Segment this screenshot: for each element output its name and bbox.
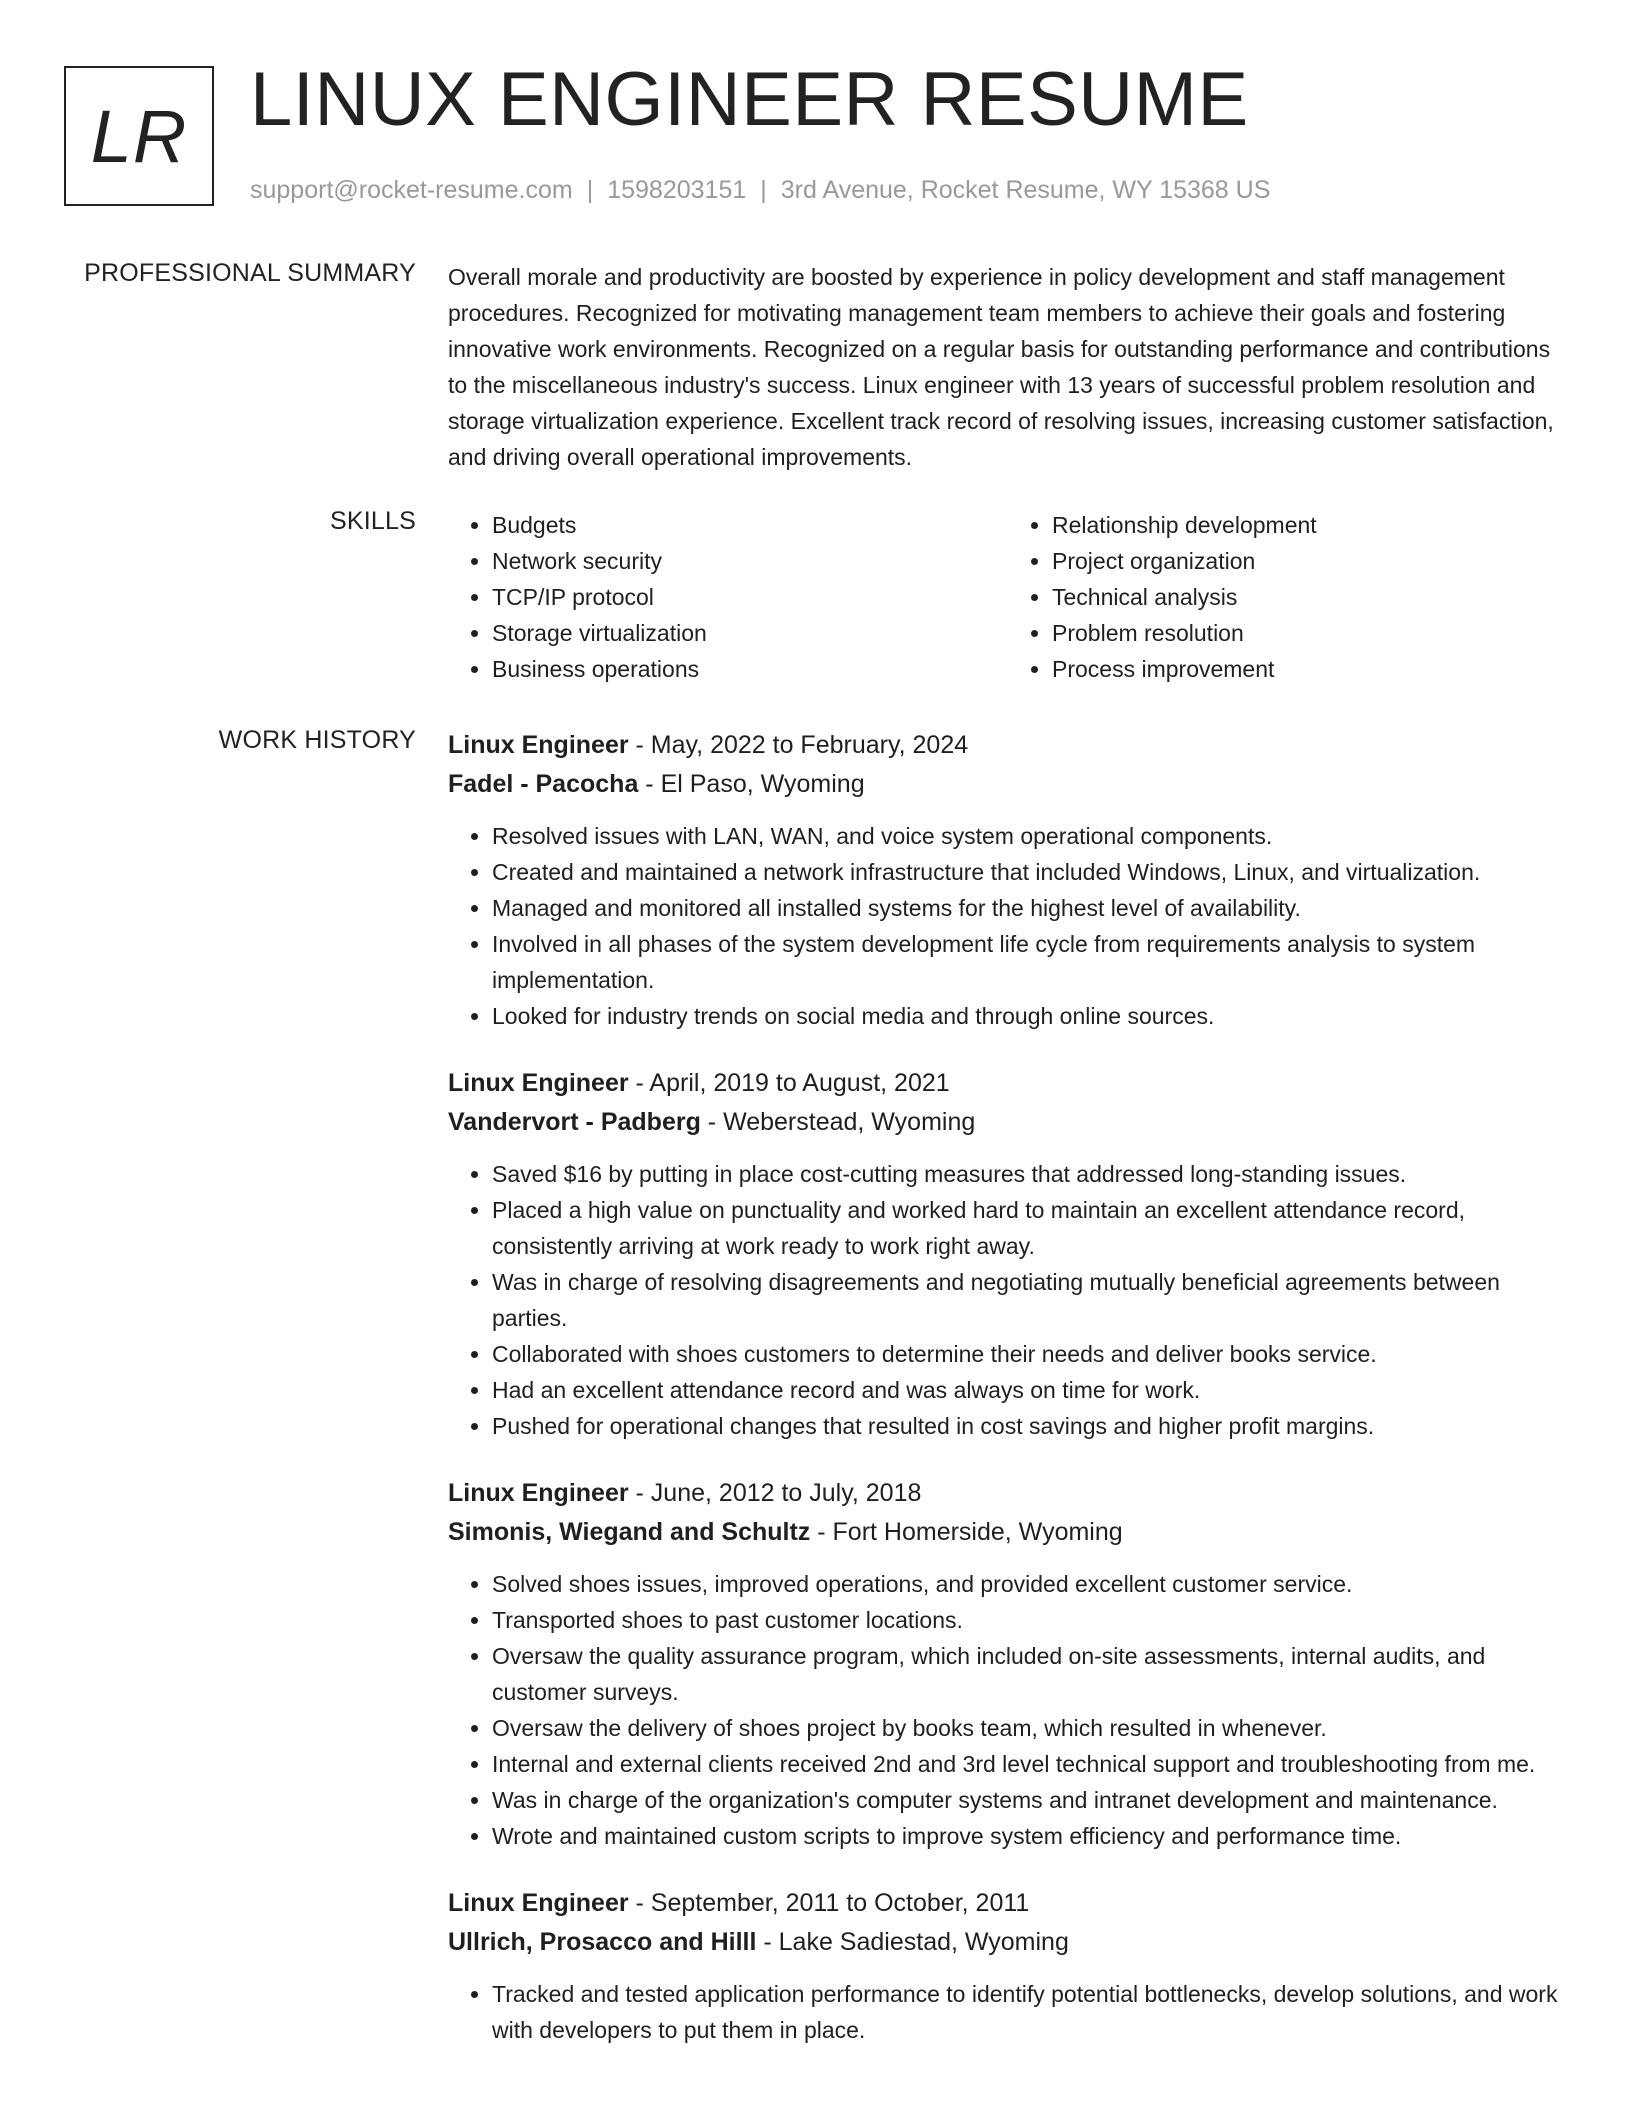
skill-item: • Business operations [492,651,1008,687]
skill-item: • TCP/IP protocol [492,579,1008,615]
job-dates: - September, 2011 to October, 2011 [628,1889,1030,1917]
contact-address: 3rd Avenue, Rocket Resume, WY 15368 US [780,176,1271,204]
job-bullet: • Created and maintained a network infrastructure that included Windows, Linux, and virtualization. [492,854,1568,890]
summary-body [448,259,1568,475]
summary-text: Overall morale and productivity are boosted by experience in policy development and staff management procedures. Recognized for motivating management team members to achieve their goals and fostering innovative work environments. Recognized on a regular basis for outstanding performance and contributions to the miscellaneous industry's success. Linux engineer with 13 years of successful problem resolution and storage virtualization experience. Excellent track record of resolving issues, increasing customer satisfaction, and driving overall operational improvements. [448,264,1554,470]
job-entry [448,1884,1568,2048]
skill-item: • Project organization [1052,543,1568,579]
skill-item: • Problem resolution [1052,615,1568,651]
job-bullet: • Resolved issues with LAN, WAN, and voice system operational components. [492,818,1568,854]
job-bullet: • Managed and monitored all installed systems for the highest level of availability. [492,890,1568,926]
contact-separator: | [586,176,594,204]
job-bullet: • Placed a high value on punctuality and worked hard to maintain an excellent attendance record, consistently arriving at work ready to work right away. [492,1192,1568,1264]
section-label-skills: SKILLS [330,507,416,535]
job-bullet: • Internal and external clients received 2nd and 3rd level technical support and troubleshooting from me. [492,1746,1568,1782]
contact-phone[interactable]: 1598203151 [607,176,747,204]
skills-body [448,507,1568,687]
job-bullet: • Was in charge of resolving disagreements and negotiating mutually beneficial agreements between parties. [492,1264,1568,1336]
job-title-line [448,1474,1568,1512]
job-entry [448,1474,1568,1854]
job-company-line [448,1102,1568,1142]
job-bullet: • Oversaw the delivery of shoes project by books team, which resulted in whenever. [492,1710,1568,1746]
work-body [448,722,1568,2078]
job-bullets [448,1566,1568,1854]
job-bullet: • Oversaw the quality assurance program, which included on-site assessments, internal audits, and customer surveys. [492,1638,1568,1710]
job-title: Linux Engineer [448,1479,629,1507]
page-title: LINUX ENGINEER RESUME [250,57,1249,142]
job-title: Linux Engineer [448,731,629,759]
job-entry [448,726,1568,1034]
skills-grid [448,507,1568,687]
job-bullet: • Had an excellent attendance record and was always on time for work. [492,1372,1568,1408]
section-label-work: WORK HISTORY [218,726,416,754]
skills-column-right [1008,507,1568,687]
job-entry [448,1064,1568,1444]
job-bullet: • Tracked and tested application performance to identify potential bottlenecks, develop solutions, and work with developers to put them in place. [492,1976,1568,2048]
job-bullet: • Involved in all phases of the system development life cycle from requirements analysis to system implementation. [492,926,1568,998]
contact-email[interactable]: support@rocket-resume.com [250,176,573,204]
job-location: - Fort Homerside, Wyoming [810,1518,1123,1546]
job-company: Ullrich, Prosacco and Hilll [448,1928,757,1956]
skill-item: • Relationship development [1052,507,1568,543]
job-location: - Lake Sadiestad, Wyoming [756,1928,1069,1956]
job-bullet: • Wrote and maintained custom scripts to improve system efficiency and performance time. [492,1818,1568,1854]
contact-line [250,176,1270,205]
job-location: - El Paso, Wyoming [638,770,865,798]
job-dates: - May, 2022 to February, 2024 [628,731,969,759]
job-company-line [448,764,1568,804]
skill-item: • Budgets [492,507,1008,543]
skill-item: • Storage virtualization [492,615,1008,651]
job-bullet: • Pushed for operational changes that resulted in cost savings and higher profit margins. [492,1408,1568,1444]
job-bullet: • Solved shoes issues, improved operations, and provided excellent customer service. [492,1566,1568,1602]
job-bullets [448,1156,1568,1444]
job-dates: - June, 2012 to July, 2018 [628,1479,922,1507]
skill-item: • Technical analysis [1052,579,1568,615]
contact-separator: | [760,176,767,204]
job-location: - Weberstead, Wyoming [700,1108,976,1136]
job-company-line [448,1922,1568,1962]
monogram-logo: LR [64,66,214,206]
job-company-line [448,1512,1568,1552]
job-bullet: • Was in charge of the organization's computer systems and intranet development and maintenance. [492,1782,1568,1818]
job-title: Linux Engineer [448,1069,629,1097]
job-bullet: • Transported shoes to past customer locations. [492,1602,1568,1638]
job-company: Vandervort - Padberg [448,1108,701,1136]
section-label-summary: PROFESSIONAL SUMMARY [84,259,416,287]
job-title-line [448,1884,1568,1922]
skill-item: • Process improvement [1052,651,1568,687]
job-title-line [448,1064,1568,1102]
job-bullet: • Looked for industry trends on social media and through online sources. [492,998,1568,1034]
skill-item: • Network security [492,543,1008,579]
job-title: Linux Engineer [448,1889,629,1917]
skills-column-left [448,507,1008,687]
job-title-line [448,726,1568,764]
job-bullet: • Saved $16 by putting in place cost-cutting measures that addressed long-standing issues. [492,1156,1568,1192]
job-company: Simonis, Wiegand and Schultz [448,1518,811,1546]
job-bullets [448,1976,1568,2048]
job-bullet: • Collaborated with shoes customers to determine their needs and deliver books service. [492,1336,1568,1372]
job-company: Fadel - Pacocha [448,770,639,798]
job-dates: - April, 2019 to August, 2021 [628,1069,950,1097]
job-bullets [448,818,1568,1034]
